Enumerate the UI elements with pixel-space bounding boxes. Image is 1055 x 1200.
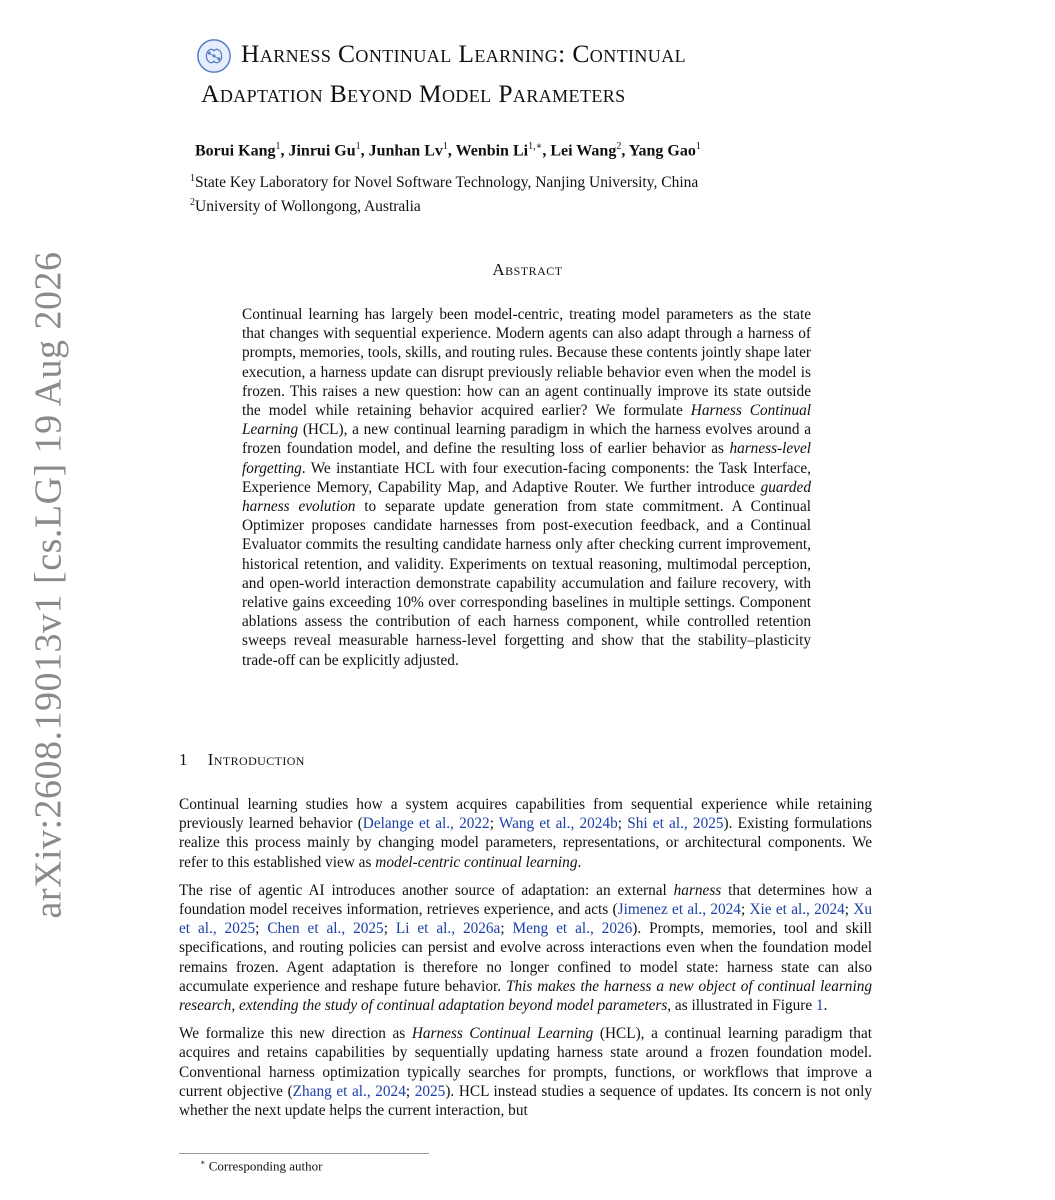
citation-link[interactable]: Xie et al., 2024 xyxy=(749,901,845,919)
abstract-text xyxy=(242,305,811,670)
abstract-heading: Abstract xyxy=(492,260,563,279)
author-affil-mark: 1,∗ xyxy=(528,141,543,152)
title-block xyxy=(195,34,895,114)
text-run: Continual learning studies how a system acquires capabilities from sequential experience while retaining previously learned behavior ( xyxy=(179,796,872,833)
citation-link[interactable]: Shi et al., 2025 xyxy=(627,815,724,833)
text-run: ). Existing formulations realize this process mainly by changing model parameters, representations, or architectural components. We refer to this established view as xyxy=(179,815,872,871)
intro-paragraph xyxy=(179,1024,872,1120)
text-run: that determines how a foundation model receives information, retrieves experience, and acts ( xyxy=(179,881,872,919)
citation-link[interactable]: Wang et al., 2024b xyxy=(498,815,618,833)
intro-paragraph xyxy=(179,881,872,1015)
footnote-text: Corresponding author xyxy=(208,1158,323,1174)
author-separator: , xyxy=(447,142,456,160)
author-affil-mark: 1 xyxy=(695,141,701,152)
text-run: (HCL), a continual learning paradigm that acquires and retains capabilities by sequentially updating harness state around a frozen foundation model. Conventional harness optimization typically searches for prompts, functions, or workflows that improve a current objective ( xyxy=(179,1025,872,1100)
emphasis-text: harness-level forgetting xyxy=(242,440,811,477)
text-run: ; xyxy=(844,901,854,919)
author-affil-mark: 1 xyxy=(275,141,281,152)
author-separator: , xyxy=(280,142,289,160)
author-name: Jinrui Gu xyxy=(288,142,356,160)
text-run: . We instantiate HCL with four execution-facing components: the Task Interface, Experience Memory, Capability Map, and Adaptive Router. We further introduce xyxy=(242,459,811,496)
section-title: Introduction xyxy=(207,750,305,769)
emphasis-text: Harness Continual Learning xyxy=(411,1025,594,1043)
citation-link[interactable]: Jimenez et al., 2024 xyxy=(617,901,741,919)
section-heading xyxy=(179,750,305,770)
citation-link[interactable]: Delange et al., 2022 xyxy=(362,815,490,833)
text-run: ; xyxy=(740,901,750,919)
author-name: Junhan Lv xyxy=(368,142,443,160)
emphasis-text: harness xyxy=(673,881,722,899)
affiliation-list xyxy=(190,169,698,217)
author-separator: , xyxy=(360,142,369,160)
author-name: Lei Wang xyxy=(550,142,617,160)
author-name: Wenbin Li xyxy=(455,142,529,160)
text-run: ). HCL instead studies a sequence of updates. Its concern is not only whether the next update helps the current interaction, but xyxy=(179,1082,873,1120)
citation-link[interactable]: Chen et al., 2025 xyxy=(267,920,384,938)
text-run: ; xyxy=(617,815,628,833)
footnote-mark: ∗ xyxy=(200,1158,206,1167)
footnote xyxy=(200,1158,322,1174)
author-list xyxy=(195,141,701,160)
citation-link[interactable]: Li et al., 2026a xyxy=(395,920,501,938)
introduction-body xyxy=(179,795,872,1129)
text-run: (HCL), a new continual learning paradigm in which the harness evolves around a frozen foundation model, and define the resulting loss of earlier behavior as xyxy=(242,421,811,458)
arxiv-identifier xyxy=(24,251,74,919)
emphasis-text: guarded harness evolution xyxy=(242,478,811,516)
text-run: Continual learning has largely been model-centric, treating model parameters as the state that changes with sequential experience. Modern agents can also adapt through a harness of prompts, memories, tools, skills, and routing rules. Because these contents jointly shape later execution, a harness update can disrupt previously reliable behavior even when the model is frozen. This raises a new question: how can an agent continually improve its state outside the model while retaining behavior acquired earlier? We formulate xyxy=(242,306,811,420)
citation-link[interactable]: Zhang et al., 2024 xyxy=(292,1082,406,1100)
citation-link[interactable]: 2025 xyxy=(414,1082,446,1100)
footnote-divider xyxy=(179,1153,429,1154)
author-name: Yang Gao xyxy=(628,142,696,160)
intro-paragraph xyxy=(179,795,872,872)
affiliation-text: State Key Laboratory for Novel Software Technology, Nanjing University, China xyxy=(195,174,699,192)
author-separator: , xyxy=(621,142,629,160)
emphasis-text: model-centric continual learning xyxy=(375,853,578,871)
citation-link[interactable]: Xu et al., 2025 xyxy=(179,901,873,938)
author-affil-mark: 1 xyxy=(355,141,361,152)
text-run: The rise of agentic AI introduces another source of adaptation: an external xyxy=(179,881,674,899)
text-run: , as illustrated in Figure xyxy=(667,997,816,1015)
emphasis-text: Harness Continual Learning xyxy=(242,402,812,439)
affiliation-line xyxy=(190,193,698,217)
citation-link[interactable]: Meng et al., 2026 xyxy=(512,920,633,938)
author-name: Borui Kang xyxy=(195,142,276,160)
author-affil-mark: 1 xyxy=(442,141,448,152)
section-number: 1 xyxy=(179,750,188,769)
text-run: We formalize this new direction as xyxy=(179,1025,412,1043)
text-run: ). Prompts, memories, tool and skill specifications, and routing policies can persist and evolve across interactions even when the foundation model remains frozen. Agent adaptation is therefore no longer confined to model state: harness state can also accumulate experience and reshape future behavior. xyxy=(179,920,872,995)
text-run: ; xyxy=(489,815,499,833)
text-run: ; xyxy=(383,920,396,938)
text-run: ; xyxy=(500,920,513,938)
title-line-2: Adaptation Beyond Model Parameters xyxy=(201,79,626,108)
paper-title xyxy=(195,34,895,114)
brain-circuit-icon xyxy=(195,37,233,75)
text-run: . xyxy=(577,853,582,871)
author-separator: , xyxy=(542,142,551,160)
citation-link[interactable]: 1 xyxy=(815,997,824,1015)
affiliation-mark: 2 xyxy=(190,197,195,209)
text-run: . xyxy=(823,997,828,1015)
text-run: to separate update generation from state commitment. A Continual Optimizer proposes candidate harnesses from post-execution feedback, and a Continual Evaluator commits the resulting candidate harness only after checking current improvement, historical retention, and validity. Experiments on textual reasoning, multimodal perception, and open-world interaction demonstrate capability accumulation and failure recovery, with relative gains exceeding 10% over corresponding baselines in multiple settings. Component ablations assess the contribution of each harness component, while controlled retention sweeps reveal measurable harness-level forgetting and show that the stability–plasticity trade-off can be explicitly adjusted. xyxy=(242,498,811,669)
emphasis-text: This makes the harness a new object of continual learning research, extending the study of continual adaptation beyond model parameters xyxy=(179,977,872,1015)
text-run: ; xyxy=(255,920,268,938)
title-line-1: Harness Continual Learning: Continual xyxy=(241,39,686,68)
author-affil-mark: 2 xyxy=(616,141,622,152)
affiliation-text: University of Wollongong, Australia xyxy=(195,198,421,216)
arxiv-id-text: arXiv:2608.19013v1 [cs.LG] 19 Aug 2026 xyxy=(28,251,71,919)
text-run: ; xyxy=(405,1082,415,1100)
affiliation-line xyxy=(190,169,698,193)
affiliation-mark: 1 xyxy=(190,173,195,184)
